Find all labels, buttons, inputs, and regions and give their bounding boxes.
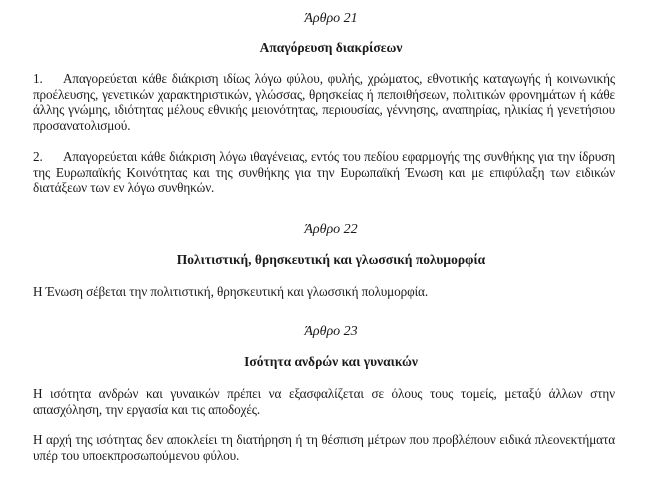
paragraph-text: Η αρχή της ισότητας δεν αποκλείει τη διατήρηση ή τη θέσπιση μέτρων που προβλέπουν ειδικά πλεονεκτήματα υπέρ του υποεκπροσωπούμενου φύλου. [33,432,615,463]
article-21-title: Απαγόρευση διακρίσεων [259,40,403,55]
article-21-paragraph-2 [33,149,615,196]
paragraph-number: 1. [33,71,43,86]
article-23-title: Ισότητα ανδρών και γυναικών [244,354,418,369]
paragraph-text: Η ισότητα ανδρών και γυναικών πρέπει να εξασφαλίζεται σε όλους τους τομείς, μεταξύ άλλων στην απασχόληση, την εργασία και τις αποδοχές. [33,386,615,417]
article-23-paragraph-2 [33,432,615,463]
article-23-paragraph-1 [33,386,615,417]
article-21-paragraph-1 [33,71,615,133]
paragraph-text: Απαγορεύεται κάθε διάκριση ιδίως λόγω φύλου, φυλής, χρώματος, εθνοτικής καταγωγής ή κοινωνικής προέλευσης, γενετικών χαρακτηριστικών, γλώσσας, θρησκείας ή πεποιθήσεων, πολιτικών φρονημάτων ή κάθε άλλης γνώμης, ιδιότητας μέλους εθνικής μειονότητας, περιουσίας, γέννησης, αναπηρίας, ηλικίας ή γενετήσιου προσανατολισμού. [33,71,615,133]
paragraph-text: Η Ένωση σέβεται την πολιτιστική, θρησκευτική και γλωσσική πολυμορφία. [33,284,429,299]
article-21-number: Άρθρο 21 [304,11,358,26]
article-23-number: Άρθρο 23 [304,324,358,339]
article-22-paragraph-1 [33,284,615,300]
article-22-title: Πολιτιστική, θρησκευτική και γλωσσική πολυμορφία [176,252,486,267]
paragraph-text: Απαγορεύεται κάθε διάκριση λόγω ιθαγένειας, εντός του πεδίου εφαρμογής της συνθήκης για την ίδρυση της Ευρωπαϊκής Κοινότητας και της συνθήκης για την Ευρωπαϊκή Ένωση και με επιφύλαξη των ειδικών διατάξεων των εν λόγω συνθηκών. [33,149,615,196]
article-22-number: Άρθρο 22 [304,222,358,237]
paragraph-number: 2. [33,149,43,164]
